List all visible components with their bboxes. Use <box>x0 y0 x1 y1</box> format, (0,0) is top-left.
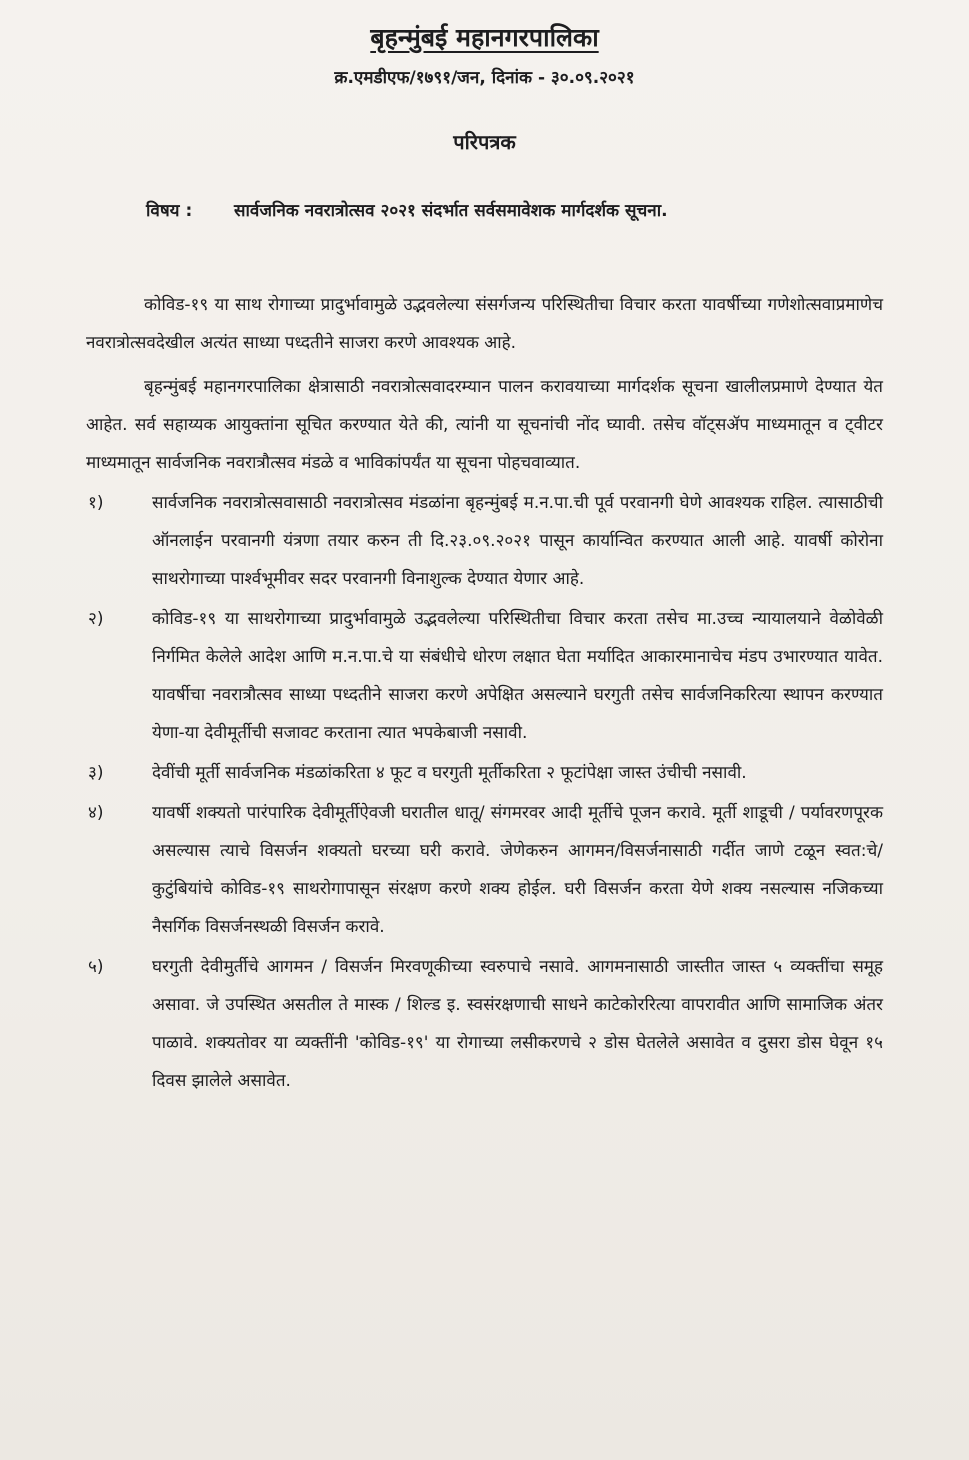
organization-title: बृहन्मुंबई महानगरपालिका <box>370 23 599 52</box>
subject-line <box>146 198 883 224</box>
guideline-text: यावर्षी शक्यतो पारंपारिक देवीमूर्तीऐवजी घरातील धातू/ संगमरवर आदी मूर्तीचे पूजन करावे. मूर्ती शाडूची / पर्यावरणपूरक असल्यास त्याचे विसर्जन शक्यतो घरच्या घरी करावे. जेणेकरुन आगमन/विसर्जनासाठी गर्दीत जाणे टळून स्वत:चे/कुटुंबियांचे कोविड-१९ साथरोगापासून संरक्षण करणे शक्य होईल. घरी विसर्जन करता येणे शक्य नसल्यास नजिकच्या नैसर्गिक विसर्जनस्थळी विसर्जन करावे. <box>152 803 883 937</box>
guideline-text: देवींची मूर्ती सार्वजनिक मंडळांकरिता ४ फूट व घरगुती मूर्तीकरिता २ फूटांपेक्षा जास्त उंचीची नसावी. <box>152 763 747 783</box>
guideline-number: २) <box>88 609 104 629</box>
guideline-item <box>86 600 883 752</box>
guideline-item <box>86 484 883 598</box>
intro-paragraph: कोविड-१९ या साथ रोगाच्या प्रादुर्भावामुळे उद्भवलेल्या संसर्गजन्य परिस्थितीचा विचार करता यावर्षीच्या गणेशोत्सवाप्रमाणेच नवरात्रोत्सवदेखील अत्यंत साध्या पध्दतीने साजरा करणे आवश्यक आहे. <box>86 295 883 353</box>
guideline-list <box>86 484 883 1100</box>
document-type-heading: परिपत्रक <box>453 130 516 154</box>
guideline-item <box>86 948 883 1100</box>
guideline-number: ५) <box>88 957 104 977</box>
guideline-number: ३) <box>88 763 104 783</box>
guideline-item <box>86 794 883 946</box>
guideline-text: सार्वजनिक नवरात्रोत्सवासाठी नवरात्रोत्सव मंडळांना बृहन्मुंबई म.न.पा.ची पूर्व परवानगी घेणे आवश्यक राहिल. त्यासाठीची ऑनलाईन परवानगी यंत्रणा तयार करुन ती दि.२३.०९.२०२१ पासून कार्यान्वित करण्यात आली आहे. यावर्षी कोरोना साथरोगाच्या पार्श्वभूमीवर सदर परवानगी विनाशुल्क देण्यात येणार आहे. <box>152 493 883 589</box>
guideline-text: घरगुती देवीमुर्तीचे आगमन / विसर्जन मिरवणूकीच्या स्वरुपाचे नसावे. आगमनासाठी जास्तीत जास्त ५ व्यक्तींचा समूह असावा. जे उपस्थित असतील ते मास्क / शिल्ड इ. स्वसंरक्षणाची साधने काटेकोररित्या वापरावीत आणि सामाजिक अंतर पाळावे. शक्यतोवर या व्यक्तींनी 'कोविड-१९' या रोगाच्या लसीकरणचे २ डोस घेतलेले असावेत व दुसरा डोस घेवून १५ दिवस झालेले असावेत. <box>152 957 883 1091</box>
guideline-text: कोविड-१९ या साथरोगाच्या प्रादुर्भावामुळे उद्भवलेल्या परिस्थितीचा विचार करता तसेच मा.उच्च न्यायालयाने वेळोवेळी निर्गमित केलेले आदेश आणि म.न.पा.चे या संबंधीचे धोरण लक्षात घेता मर्यादित आकारमानाचेच मंडप उभारण्यात यावेत. यावर्षीचा नवरात्रौत्सव साध्या पध्दतीने साजरा करणे अपेक्षित असल्याने घरगुती तसेच सार्वजनिकरित्या स्थापन करण्यात येणा-या देवीमूर्तीची सजावट करताना त्यात भपकेबाजी नसावी. <box>152 609 883 743</box>
reference-date-line: क्र.एमडीएफ/१७९१/जन, दिनांक - ३०.०९.२०२१ <box>334 68 635 88</box>
subject-label: विषय : <box>146 201 193 221</box>
subject-text: सार्वजनिक नवरात्रोत्सव २०२१ संदर्भात सर्वसमावेशक मार्गदर्शक सूचना. <box>234 201 668 221</box>
guideline-item <box>86 754 883 792</box>
guideline-number: १) <box>88 493 104 513</box>
guideline-number: ४) <box>88 803 104 823</box>
instructions-paragraph: बृहन्मुंबई महानगरपालिका क्षेत्रासाठी नवरात्रोत्सवादरम्यान पालन करावयाच्या मार्गदर्शक सूचना खालीलप्रमाणे देण्यात येत आहेत. सर्व सहाय्यक आयुक्तांना सूचित करण्यात येते की, त्यांनी या सूचनांची नोंद घ्यावी. तसेच वॉट्सॲप माध्यमातून व ट्वीटर माध्यमातून सार्वजनिक नवरात्रौत्सव मंडळे व भाविकांपर्यंत या सूचना पोहचवाव्यात. <box>86 377 883 473</box>
